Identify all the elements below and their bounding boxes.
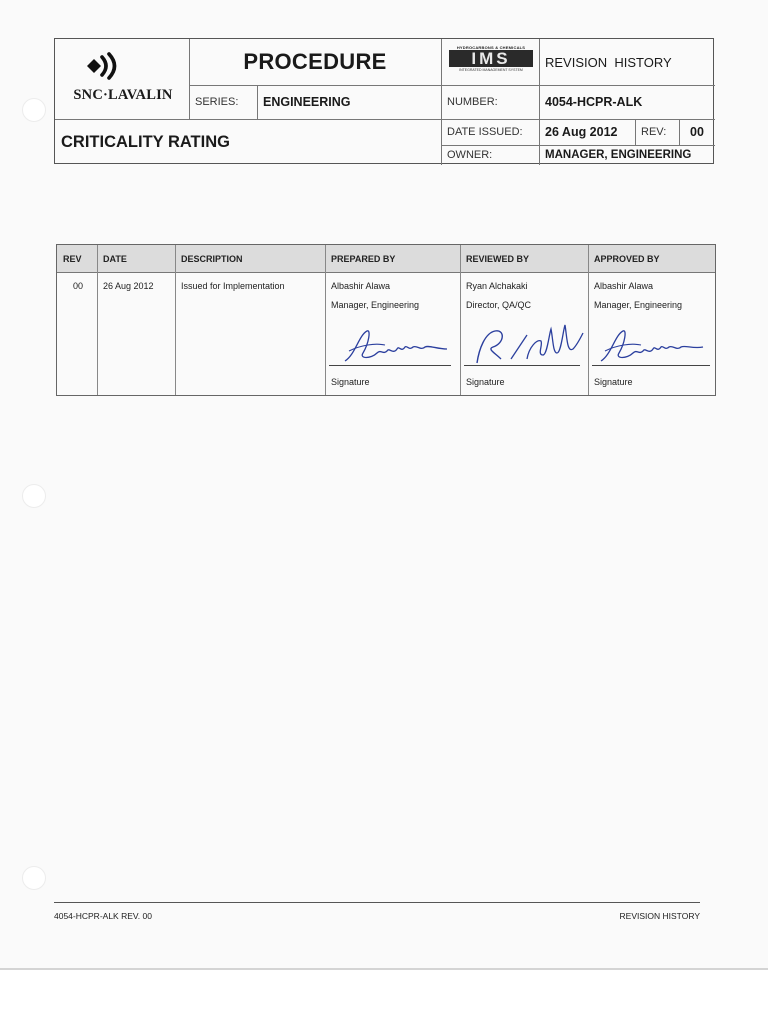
document-type: PROCEDURE: [243, 49, 387, 74]
rev-value: 00: [690, 125, 704, 139]
reviewed-by-title: Director, QA/QC: [466, 300, 532, 310]
approved-by-signature-label: Signature: [594, 377, 633, 387]
footer-document-reference: 4054-HCPR-ALK REV. 00: [54, 911, 152, 921]
prepared-by-name: Albashir Alawa: [331, 281, 391, 291]
prepared-by-title: Manager, Engineering: [331, 300, 420, 310]
binder-hole-middle: [22, 484, 46, 508]
ims-bottom-text: INTEGRATED MANAGEMENT SYSTEM: [459, 68, 523, 72]
series-value: ENGINEERING: [263, 95, 351, 109]
ims-top-text: HYDROCARBONS & CHEMICALS: [456, 45, 526, 50]
prepared-by-signature-label: Signature: [331, 377, 370, 387]
scan-margin: [0, 970, 768, 1024]
table-header-row: [57, 245, 715, 273]
owner-value: MANAGER, ENGINEERING: [545, 149, 692, 161]
date-issued-value: 26 Aug 2012: [545, 125, 618, 139]
approved-by-title: Manager, Engineering: [594, 300, 683, 310]
series-label: SERIES:: [195, 96, 239, 108]
column-header-date: DATE: [103, 253, 127, 264]
company-name: SNC·LAVALIN: [73, 87, 173, 103]
reviewed-by-name: Ryan Alchakaki: [466, 281, 528, 291]
row-rev: 00: [73, 281, 84, 291]
revision-history-table: [56, 244, 716, 396]
section-title: REVISION HISTORY: [545, 54, 672, 70]
footer-divider: [54, 902, 700, 903]
approved-by-signature: [597, 325, 709, 367]
document-number: 4054-HCPR-ALK: [545, 95, 643, 109]
row-description: Issued for Implementation: [181, 281, 285, 291]
ims-logo: [449, 45, 533, 77]
reviewed-by-signature: [471, 319, 587, 369]
number-label: NUMBER:: [447, 96, 498, 108]
date-issued-label: DATE ISSUED:: [447, 126, 523, 138]
column-header-approved-by: APPROVED BY: [594, 253, 660, 264]
prepared-by-signature: [341, 325, 453, 367]
rev-label: REV:: [641, 126, 667, 138]
owner-label: OWNER:: [447, 149, 493, 161]
reviewed-by-signature-label: Signature: [466, 377, 505, 387]
column-header-prepared-by: PREPARED BY: [331, 253, 396, 264]
snc-lavalin-mark-icon: [85, 51, 121, 81]
ims-wordmark: IMS: [449, 50, 533, 67]
column-header-description: DESCRIPTION: [181, 253, 243, 264]
binder-hole-bottom: [22, 866, 46, 890]
binder-hole-top: [22, 98, 46, 122]
column-header-rev: REV: [63, 253, 82, 264]
approved-by-name: Albashir Alawa: [594, 281, 654, 291]
row-date: 26 Aug 2012: [103, 281, 154, 291]
column-header-reviewed-by: REVIEWED BY: [466, 253, 530, 264]
footer-section-name: REVISION HISTORY: [619, 911, 700, 921]
document-title: CRITICALITY RATING: [61, 132, 230, 151]
document-header: [54, 38, 714, 164]
